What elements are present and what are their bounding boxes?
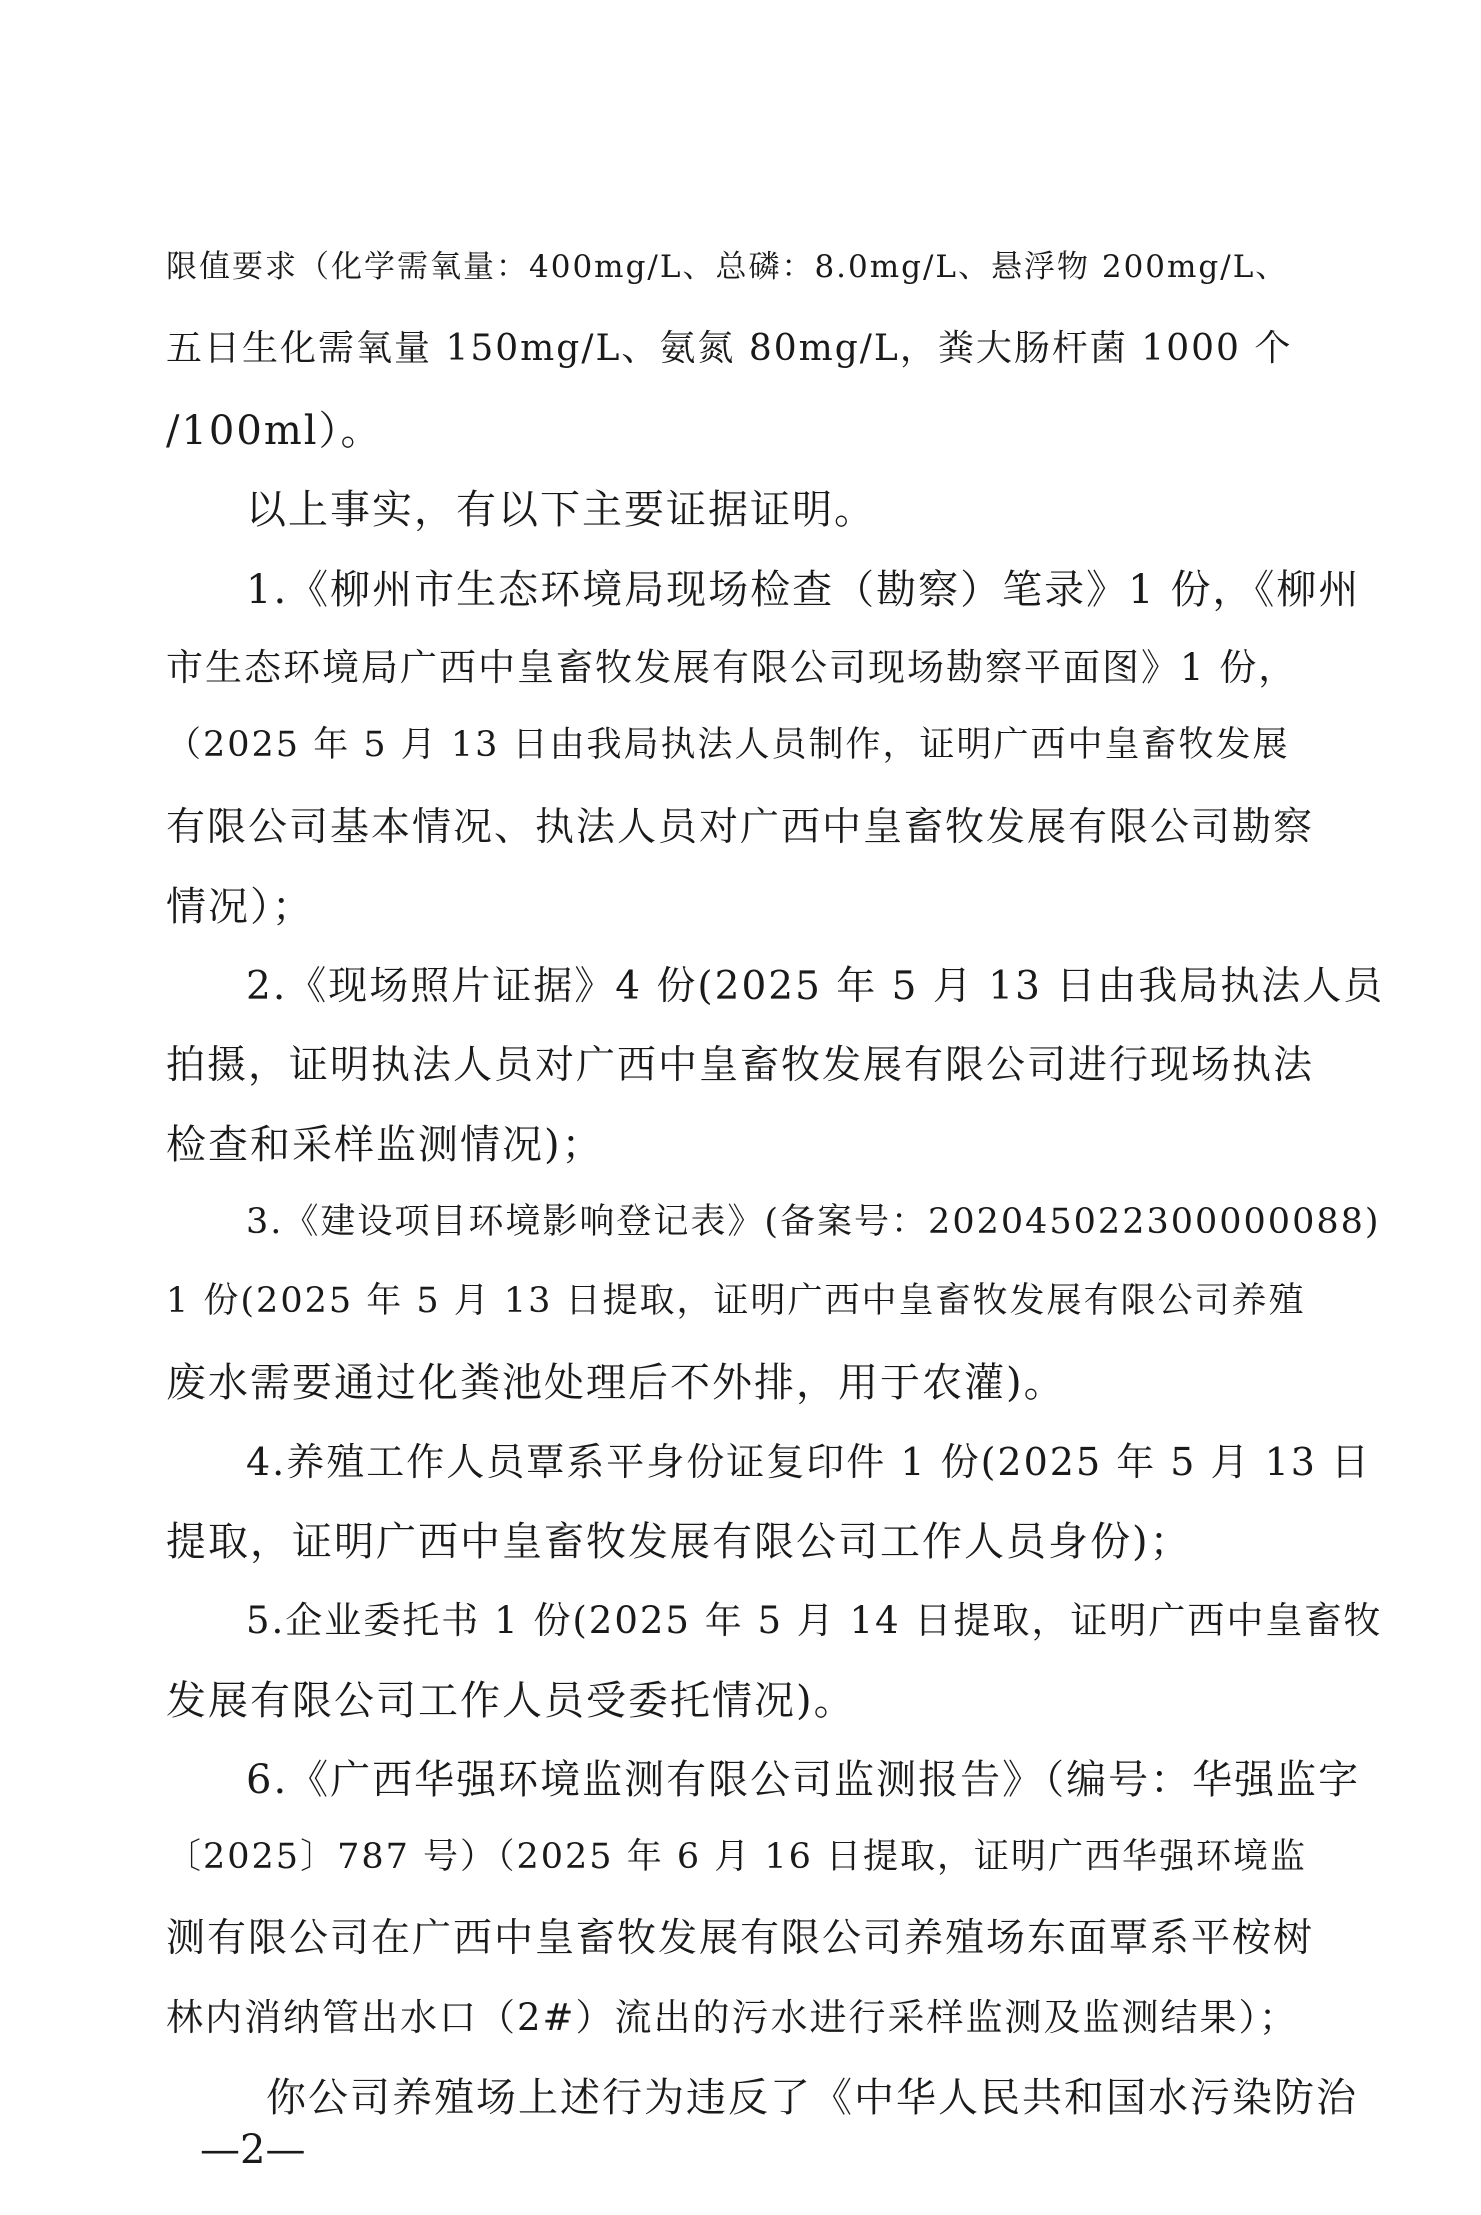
text-line: /100ml）。 (166, 408, 383, 454)
text-line: 废水需要通过化粪池处理后不外排，用于农灌)。 (166, 1360, 1066, 1406)
text-line: 〔2025〕787 号）（2025 年 6 月 16 日提取，证明广西华强环境监 (166, 1837, 1308, 1877)
text-line: 林内消纳管出水口（2#）流出的污水进行采样监测及监测结果）； (166, 1996, 1299, 2039)
text-line: 1.《柳州市生态环境局现场检查（勘察）笔录》1 份，《柳州 (246, 567, 1361, 613)
text-line: 情况）； (166, 884, 314, 930)
text-line: 5.企业委托书 1 份(2025 年 5 月 14 日提取，证明广西中皇畜牧 (246, 1599, 1383, 1642)
text-line: 以上事实，有以下主要证据证明。 (246, 487, 876, 533)
text-line: 2.《现场照片证据》4 份(2025 年 5 月 13 日由我局执法人员 (246, 964, 1385, 1009)
text-line: 限值要求（化学需氧量：400mg/L、总磷：8.0mg/L、悬浮物 200mg/L、 (166, 249, 1289, 285)
text-line: （2025 年 5 月 13 日由我局执法人员制作，证明广西中皇畜牧发展 (166, 725, 1290, 765)
text-line: 你公司养殖场上述行为违反了《中华人民共和国水污染防治 (266, 2075, 1358, 2121)
text-line: 提取，证明广西中皇畜牧发展有限公司工作人员身份)； (166, 1519, 1192, 1565)
text-line: 有限公司基本情况、执法人员对广西中皇畜牧发展有限公司勘察 (166, 805, 1315, 850)
text-line: 4.养殖工作人员覃系平身份证复印件 1 份(2025 年 5 月 13 日 (246, 1440, 1372, 1484)
text-line: 检查和采样监测情况)； (166, 1122, 604, 1168)
text-line: 3.《建设项目环境影响登记表》(备案号：202045022300000088) (246, 1202, 1381, 1242)
text-line: 市生态环境局广西中皇畜牧发展有限公司现场勘察平面图》1 份， (166, 646, 1298, 689)
text-line: 拍摄，证明执法人员对广西中皇畜牧发展有限公司进行现场执法 (166, 1043, 1315, 1088)
text-line: 测有限公司在广西中皇畜牧发展有限公司养殖场东面覃系平桉树 (166, 1916, 1315, 1961)
text-line: 发展有限公司工作人员受委托情况)。 (166, 1678, 856, 1724)
text-line: 6.《广西华强环境监测有限公司监测报告》（编号：华强监字 (246, 1757, 1361, 1803)
text-line: 1 份(2025 年 5 月 13 日提取，证明广西中皇畜牧发展有限公司养殖 (166, 1281, 1306, 1321)
text-line: 五日生化需氧量 150mg/L、氨氮 80mg/L，粪大肠杆菌 1000 个 (166, 328, 1293, 369)
page-number: —2— (200, 2127, 306, 2173)
